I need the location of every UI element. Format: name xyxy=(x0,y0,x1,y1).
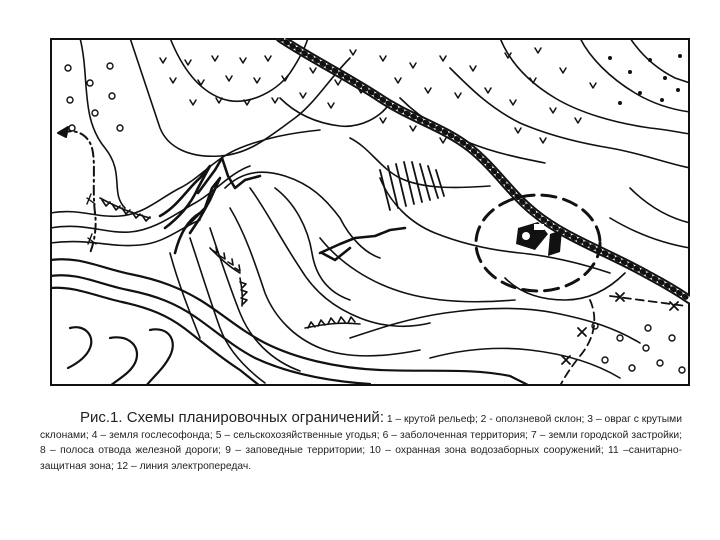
planning-constraints-map xyxy=(50,38,690,386)
figure-caption xyxy=(40,410,682,474)
figure-legend-text: 1 – крутой рельеф; 2 - оползневой склон; 3 – овраг с крутыми склонами; 4 – земля гослесофонда; 5 – сельскохозяйственные угодья; 6 – заболоченная территория; 7 – земли городской застройки; 8 – полоса отвода железной дороги; 9 – заповедные территории; 10 – охранная зона водозаборных сооружений; 11 –санитарно-защитная зона; 12 – линия электропередач. xyxy=(40,414,682,472)
figure-title: Рис.1. Схемы планировочных ограничений: xyxy=(80,409,384,426)
